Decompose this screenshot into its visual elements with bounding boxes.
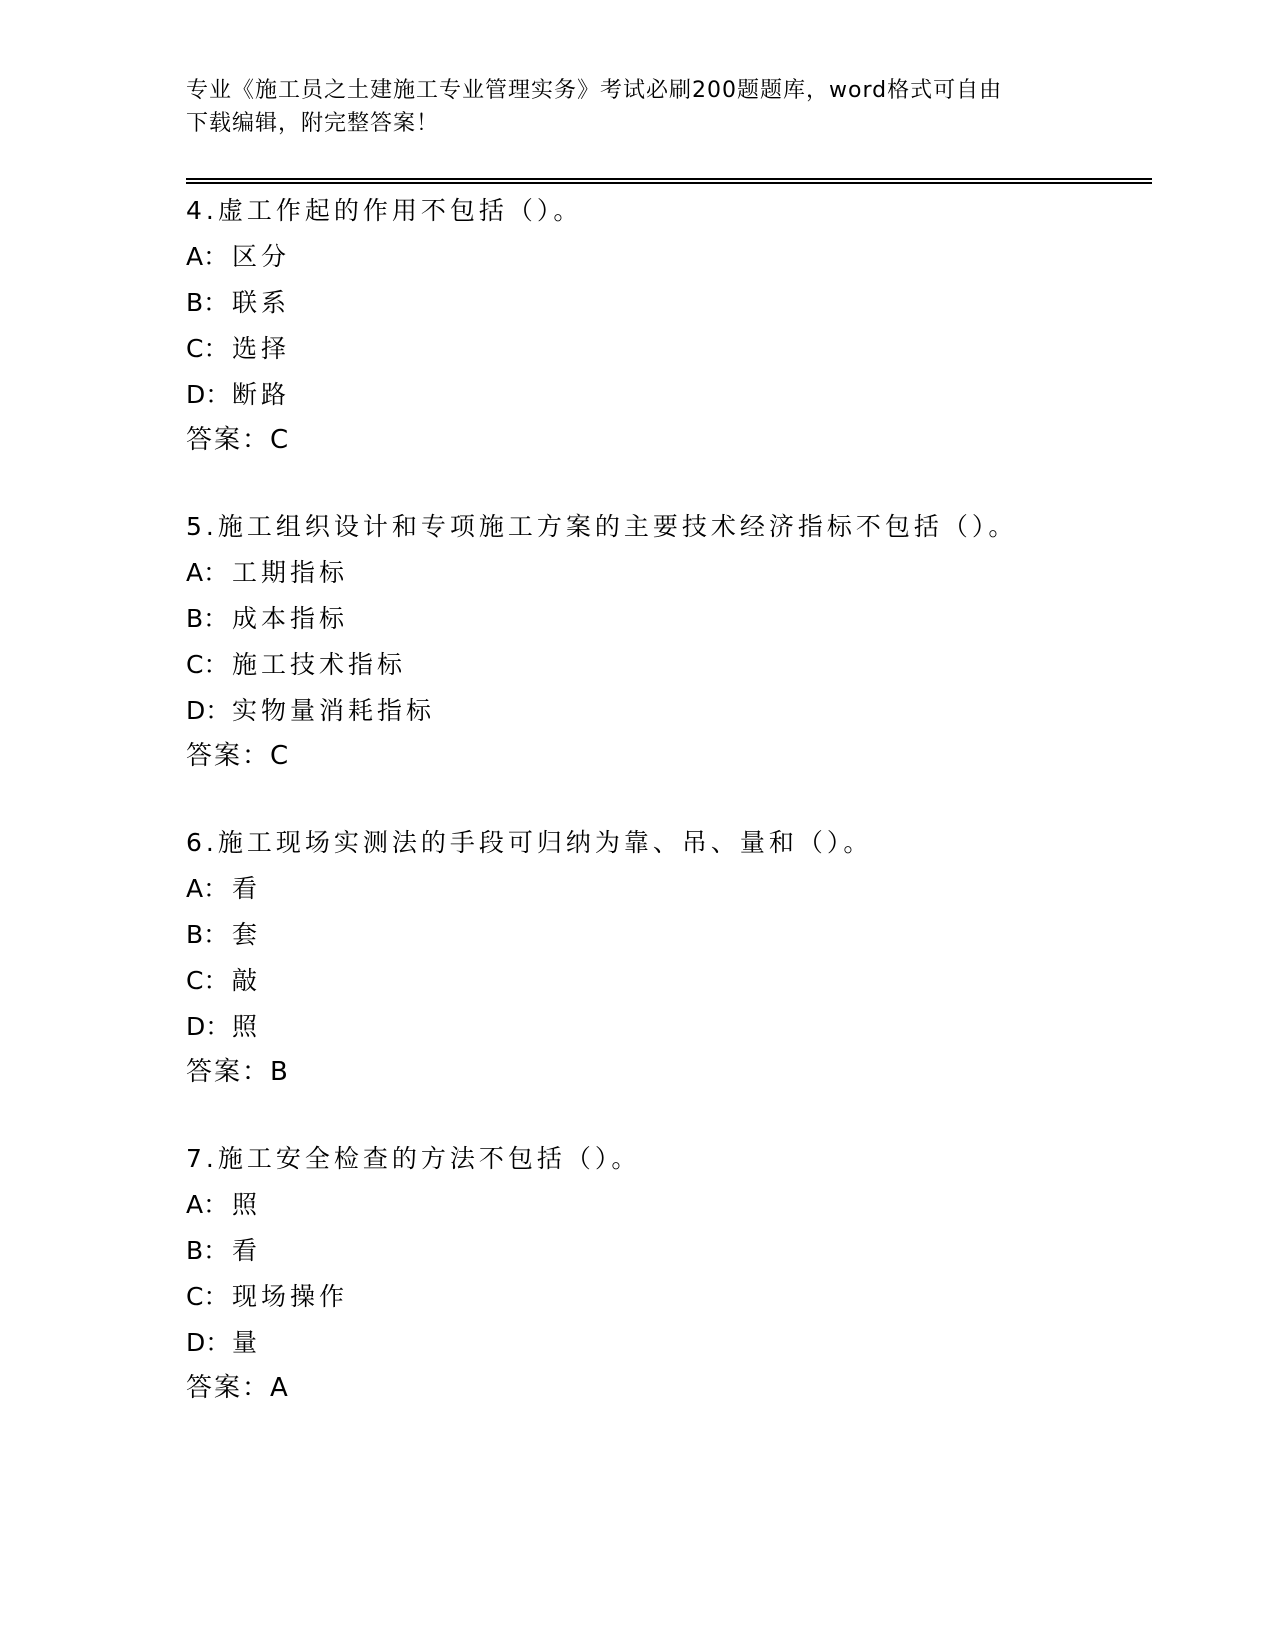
option-d xyxy=(186,380,1186,410)
option-b xyxy=(186,1236,1186,1266)
option-text: 量 xyxy=(232,1328,262,1357)
option-key: D： xyxy=(186,380,231,409)
option-key: A： xyxy=(186,558,229,587)
option-key: C： xyxy=(186,334,229,363)
question-block xyxy=(186,512,1186,771)
option-text: 看 xyxy=(232,1236,262,1265)
option-text: 工期指标 xyxy=(232,558,349,587)
option-c xyxy=(186,966,1186,996)
option-key: A： xyxy=(186,874,229,903)
option-text: 照 xyxy=(232,1012,262,1041)
answer-line: 答案：C xyxy=(186,425,291,455)
option-text: 看 xyxy=(232,874,262,903)
option-key: B： xyxy=(186,288,229,317)
option-text: 断路 xyxy=(232,380,291,409)
answer-line: 答案：A xyxy=(186,1373,290,1403)
option-a xyxy=(186,242,1186,272)
option-text: 照 xyxy=(232,1190,262,1219)
answer-line: 答案：B xyxy=(186,1057,290,1087)
option-d xyxy=(186,1328,1186,1358)
option-c xyxy=(186,650,1186,680)
header-line-2: 下载编辑，附完整答案！ xyxy=(186,111,440,136)
option-d xyxy=(186,696,1186,726)
question-block xyxy=(186,828,1186,1087)
document-header xyxy=(186,74,1086,140)
option-a xyxy=(186,1190,1186,1220)
option-a xyxy=(186,874,1186,904)
option-key: D： xyxy=(186,696,231,725)
option-text: 成本指标 xyxy=(232,604,349,633)
option-key: D： xyxy=(186,1012,231,1041)
option-text: 现场操作 xyxy=(232,1282,349,1311)
header-line-1: 专业《施工员之土建施工专业管理实务》考试必刷200题题库，word格式可自由 xyxy=(186,78,1003,103)
question-block xyxy=(186,1144,1186,1403)
option-key: D： xyxy=(186,1328,231,1357)
question-title: 5.施工组织设计和专项施工方案的主要技术经济指标不包括（）。 xyxy=(186,512,1018,541)
option-text: 施工技术指标 xyxy=(232,650,407,679)
question-title: 4.虚工作起的作用不包括（）。 xyxy=(186,196,583,225)
option-key: C： xyxy=(186,1282,229,1311)
answer-line: 答案：C xyxy=(186,741,291,771)
option-key: C： xyxy=(186,650,229,679)
option-key: A： xyxy=(186,242,229,271)
option-d xyxy=(186,1012,1186,1042)
option-key: B： xyxy=(186,920,229,949)
question-title: 6.施工现场实测法的手段可归纳为靠、吊、量和（）。 xyxy=(186,828,873,857)
option-text: 敲 xyxy=(232,966,262,995)
option-c xyxy=(186,334,1186,364)
question-block xyxy=(186,196,1186,455)
option-key: A： xyxy=(186,1190,229,1219)
option-b xyxy=(186,920,1186,950)
option-key: B： xyxy=(186,604,229,633)
option-c xyxy=(186,1282,1186,1312)
option-b xyxy=(186,288,1186,318)
option-b xyxy=(186,604,1186,634)
option-a xyxy=(186,558,1186,588)
option-key: C： xyxy=(186,966,229,995)
option-text: 区分 xyxy=(232,242,291,271)
option-text: 套 xyxy=(232,920,262,949)
header-divider xyxy=(186,178,1152,184)
option-key: B： xyxy=(186,1236,229,1265)
question-title: 7.施工安全检查的方法不包括（）。 xyxy=(186,1144,641,1173)
option-text: 实物量消耗指标 xyxy=(232,696,436,725)
option-text: 联系 xyxy=(232,288,291,317)
option-text: 选择 xyxy=(232,334,291,363)
